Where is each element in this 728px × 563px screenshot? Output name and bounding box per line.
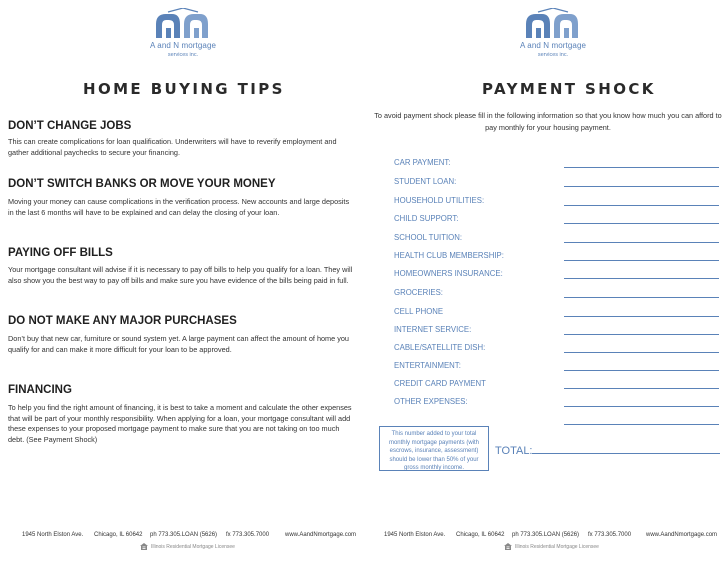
expense-label: OTHER EXPENSES: (394, 397, 468, 406)
expense-fill-line[interactable] (564, 260, 719, 261)
expense-row[interactable] (394, 379, 724, 397)
footer-address: 1945 North Elston Ave. (384, 532, 446, 538)
total-fill-line[interactable] (532, 453, 720, 454)
logo-subtitle: services inc. (537, 52, 569, 58)
footer-website[interactable]: www.AandNmortgage.com (285, 532, 357, 538)
tip-body: Your mortgage consultant will advise if it is necessary to pay off bills to help you qualify for a loan. They will also show you the best way to pay off bills and make sure you have evidence of the bills being paid in full. (8, 265, 353, 285)
expense-fill-line[interactable] (564, 352, 719, 353)
income-note-box: This number added to your total monthly mortgage payments (with escrows, insurance, assessment) should be lower than 50% of your gross monthly income. (379, 426, 489, 471)
expense-row[interactable] (394, 325, 724, 343)
page-title: HOME BUYING TIPS (83, 80, 285, 98)
expense-row[interactable] (394, 214, 724, 232)
payment-shock-page (364, 0, 728, 563)
license-text: Illinois Residential Mortgage Licensee (151, 543, 235, 550)
expense-label: CAR PAYMENT: (394, 158, 451, 167)
expense-fill-line[interactable] (564, 388, 719, 389)
expense-row[interactable] (394, 251, 724, 269)
equal-housing-icon (140, 543, 148, 550)
footer-city: Chicago, IL 60642 (94, 532, 143, 538)
expense-row[interactable] (394, 158, 724, 176)
expense-row[interactable] (394, 233, 724, 251)
equal-housing-icon (504, 543, 512, 550)
tip-body: To help you find the right amount of financing, it is best to take a moment and calculate the other expenses that will be part of your monthly responsibility. When applying for a loan, your mortgage consultant will add these expenses to your proposed mortgage payment to make sure that you are not taking on too much debt. (See Payment Shock) (8, 403, 352, 444)
tip-heading: DON’T CHANGE JOBS (8, 120, 132, 132)
expense-label: CABLE/SATELLITE DISH: (394, 343, 486, 352)
logo-name: A and N mortgage (149, 41, 217, 50)
expense-label: HOMEOWNERS INSURANCE: (394, 269, 503, 278)
footer-website[interactable]: www.AandNmortgage.com (646, 532, 718, 538)
tip-heading: FINANCING (8, 384, 72, 396)
tip-heading: DON’T SWITCH BANKS OR MOVE YOUR MONEY (8, 178, 276, 190)
license-mark (140, 543, 235, 553)
expense-fill-line[interactable] (564, 167, 719, 168)
expense-row[interactable] (394, 269, 724, 287)
expense-label: CHILD SUPPORT: (394, 214, 459, 223)
expense-label: ENTERTAINMENT: (394, 361, 461, 370)
tip-heading: DO NOT MAKE ANY MAJOR PURCHASES (8, 315, 237, 327)
expense-label: INTERNET SERVICE: (394, 325, 472, 334)
tip-body: This can create complications for loan qualification. Underwriters will have to reverify employment and gather additional paychecks to secure your financing. (8, 137, 337, 157)
expense-label: GROCERIES: (394, 288, 443, 297)
expense-row[interactable] (394, 177, 724, 195)
expense-row[interactable] (394, 361, 724, 379)
expense-fill-line[interactable] (564, 316, 719, 317)
footer-address: 1945 North Elston Ave. (22, 532, 84, 538)
footer-phone: ph 773.305.LOAN (5626) (512, 532, 580, 538)
expense-fill-line[interactable] (564, 278, 719, 279)
tip-body: Don’t buy that new car, furniture or sound system yet. A large payment can affect the amount of home you qualify for and can make it more difficult for your loan to be approved. (8, 334, 349, 354)
tip-body: Moving your money can cause complications in the verification process. New accounts and large deposits in the last 6 months will have to be explained and can delay the closing of your loan. (8, 197, 350, 217)
expense-label: HEALTH CLUB MEMBERSHIP: (394, 251, 504, 260)
company-logo (138, 8, 228, 64)
footer-phone: ph 773.305.LOAN (5626) (150, 532, 218, 538)
footer-contact (10, 532, 356, 542)
tip-heading: PAYING OFF BILLS (8, 247, 113, 259)
expense-row[interactable] (394, 288, 724, 306)
license-text: Illinois Residential Mortgage Licensee (515, 543, 599, 550)
logo-subtitle: services inc. (167, 52, 199, 58)
expense-fill-line[interactable] (564, 334, 719, 335)
expense-fill-line[interactable] (564, 242, 719, 243)
expense-label: HOUSEHOLD UTILITIES: (394, 196, 485, 205)
house-logo-icon (152, 8, 214, 40)
footer-city: Chicago, IL 60642 (456, 532, 505, 538)
expense-fill-line[interactable] (564, 370, 719, 371)
expense-fill-line[interactable] (564, 223, 719, 224)
expense-row[interactable] (394, 196, 724, 214)
expense-row[interactable] (394, 397, 724, 415)
expense-fill-line[interactable] (564, 297, 719, 298)
expense-label: CREDIT CARD PAYMENT (394, 379, 486, 388)
expense-label: CELL PHONE (394, 307, 444, 316)
payment-shock-intro: To avoid payment shock please fill in the following information so that you know how much you can afford to pay monthly for your housing payment. (374, 111, 722, 132)
footer-contact (374, 532, 720, 542)
expense-label: SCHOOL TUITION: (394, 233, 463, 242)
license-mark (504, 543, 599, 553)
page-title: PAYMENT SHOCK (482, 80, 656, 98)
expense-fill-line[interactable] (564, 406, 719, 407)
logo-name: A and N mortgage (519, 41, 587, 50)
expense-fill-line[interactable] (564, 424, 719, 425)
expense-row[interactable] (394, 343, 724, 361)
expense-fill-line[interactable] (564, 186, 719, 187)
house-logo-icon (522, 8, 584, 40)
footer-fax: fx 773.305.7000 (588, 532, 632, 538)
expense-fill-line[interactable] (564, 205, 719, 206)
expense-label: STUDENT LOAN: (394, 177, 457, 186)
company-logo (508, 8, 598, 64)
total-label: TOTAL: (495, 445, 533, 457)
footer-fax: fx 773.305.7000 (226, 532, 270, 538)
expense-row[interactable] (394, 307, 724, 325)
